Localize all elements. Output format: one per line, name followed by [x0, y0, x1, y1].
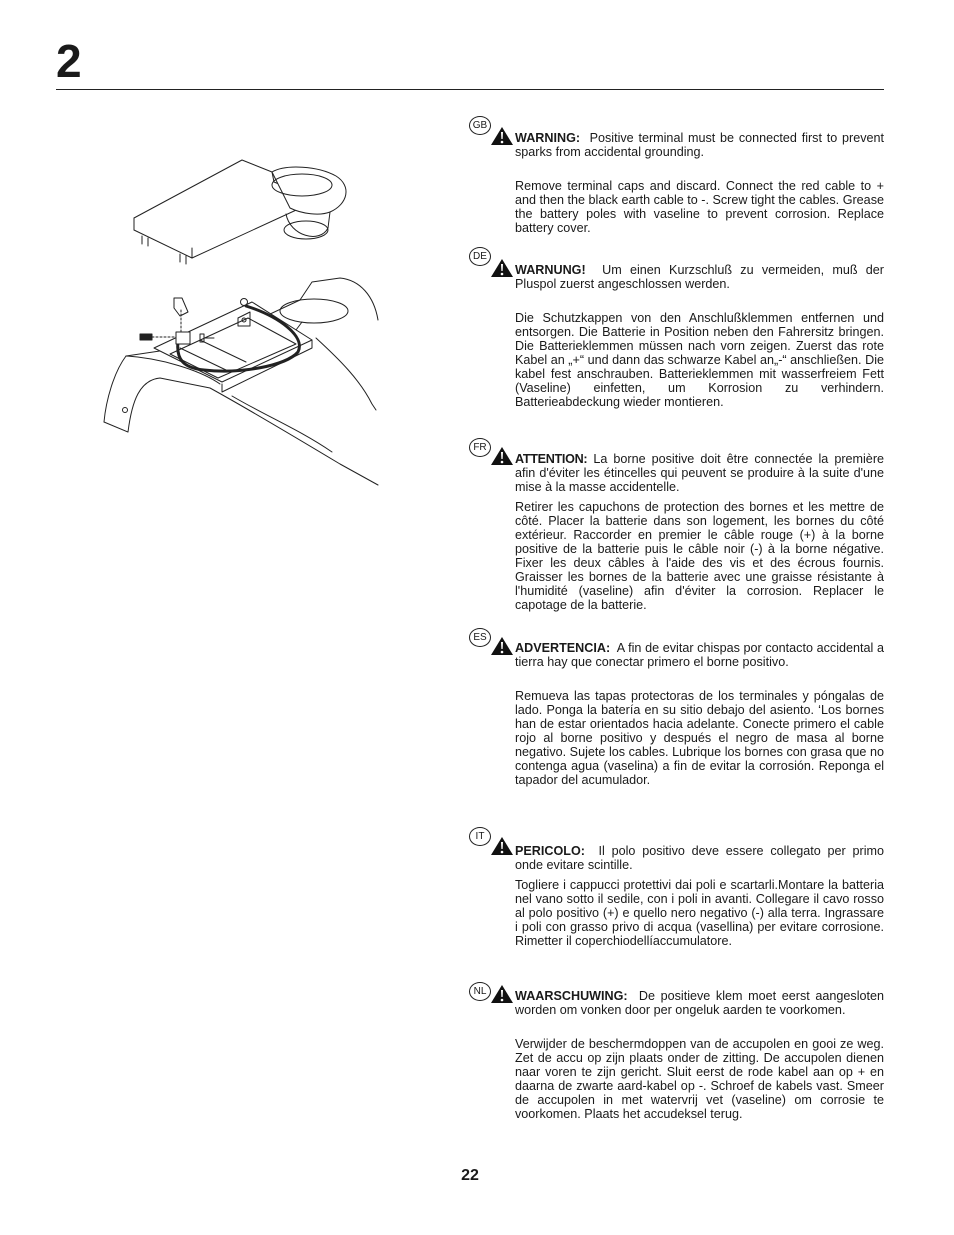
warning-triangle-icon — [490, 984, 514, 1004]
warning-text: Positive terminal must be connected first to prevent sparks from accidental grounding. — [515, 131, 885, 159]
section-text-fr — [515, 452, 884, 612]
page-number: 22 — [461, 1167, 479, 1184]
language-badge-it: IT — [469, 827, 491, 846]
warning-triangle-icon — [490, 636, 514, 656]
warning-text: De positieve klem moet eerst aangesloten worden om vonken door per ongeluk aarden te voorkomen. — [515, 989, 885, 1017]
section-text-it — [515, 844, 884, 948]
language-badge-fr: FR — [469, 438, 491, 457]
warning-text: Um einen Kurzschluß zu vermeiden, muß der Pluspol zuerst angeschlossen werden. — [515, 263, 885, 291]
warning-label: WARNUNG! — [515, 263, 586, 277]
warning-text: Il polo positivo deve essere collegato per primo onde evitare scintille. — [515, 844, 885, 872]
language-badge-es: ES — [469, 628, 491, 647]
warning-paragraph — [515, 263, 884, 291]
instructions-paragraph: Remueva las tapas protectoras de los terminales y póngalas de lado. Ponga la batería en su sitio debajo del asiento. ‘Los bornes han de estar orientados hacia adelante. Conecte primero el cable rojo al borne positivo y después el negro de masa al borne negativo. Sujete los cables. Lubrique los bornes con grasa que no contenga agua (vaselina) a fin de evitar la corrosión. Reponga el tapador del acumulador. — [515, 689, 884, 787]
instructions-paragraph: Retirer les capuchons de protection des bornes et les mettre de côté. Placer la batterie dans son logement, les bornes du côté extérieur. Raccorder en premier le câble rouge (+) à la borne positive de la batterie puis le câble noir (-) à la borne négative. Fixer les deux câbles à l'aide des vis et des écrous fournis. Graisser les bornes de la batterie avec une graisse résistante à l'humidité (vaseline) afin d'éviter la corrosion. Replacer le capotage de la batterie. — [515, 500, 884, 612]
section-text-nl — [515, 989, 884, 1121]
battery-installation-illustration — [100, 150, 385, 490]
section-text-de — [515, 263, 884, 409]
warning-triangle-icon — [490, 446, 514, 466]
warning-triangle-icon — [490, 258, 514, 278]
battery-cover-drawing — [134, 160, 346, 264]
warning-paragraph — [515, 452, 884, 494]
instructions-paragraph: Verwijder de beschermdoppen van de accupolen en gooi ze weg. Zet de accu op zijn plaats onder de zitting. De accupolen dienen naar voren te zijn gericht. Sluit eerst de rode kabel aan op + en daarna de zwarte aard-kabel op -. Schroef de kabels vast. Smeer de accupolen in met watervrij vet (vaseline) om corrosie te voorkomen. Plaats het accudeksel terug. — [515, 1037, 884, 1121]
instructions-paragraph: Die Schutzkappen von den Anschlußklemmen entfernen und entsorgen. Die Batterie in Position neben den Fahrersitz bringen. Die Batterieklemmen müssen nach vorn zeigen. Zuerst das rote Kabel an „+“ und dann das schwarze Kabel an„-“ anschließen. Die kabel fest anschrauben. Batterieklemmen mit wasserfreiem Fett (Vaseline) einfetten, um Korrosion zu verhindern. Batterieabdeckung wieder montieren. — [515, 311, 884, 409]
warning-text: La borne positive doit être connectée la première afin d'éviter les étincelles qui peuvent se produire à la suite d'une mise à la masse accidentelle. — [515, 452, 885, 494]
warning-paragraph — [515, 989, 884, 1017]
warning-label: WARNING: — [515, 131, 581, 145]
warning-triangle-icon — [490, 836, 514, 856]
section-text-es — [515, 641, 884, 787]
warning-triangle-icon — [490, 126, 514, 146]
instructions-paragraph: Togliere i cappucci protettivi dai poli e scartarli.Montare la batteria nel vano sotto il sedile, con i poli in avanti. Collegare il cavo rosso al polo positivo (+) e quello nero negativo (-) alla terra. Ingrassare i poli con grasso privo di acqua (vasellina) per evitare corrosione. Rimetter il coperchiodellíaccumulatore. — [515, 878, 884, 948]
language-badge-de: DE — [469, 247, 491, 266]
warning-label: ADVERTENCIA: — [515, 641, 611, 655]
warning-label: WAARSCHUWING: — [515, 989, 628, 1003]
warning-label: PERICOLO: — [515, 844, 585, 858]
warning-paragraph — [515, 844, 884, 872]
section-text-gb — [515, 131, 884, 235]
instructions-paragraph: Remove terminal caps and discard. Connect the red cable to + and then the black earth cable to -. Screw tight the cables. Grease the battery poles with vaseline to prevent corrosion. Replace battery cover. — [515, 179, 884, 235]
warning-paragraph — [515, 131, 884, 159]
header-rule — [56, 89, 884, 90]
warning-paragraph — [515, 641, 884, 669]
chapter-number: 2 — [56, 35, 82, 87]
language-badge-gb: GB — [469, 116, 491, 135]
language-badge-nl: NL — [469, 982, 491, 1001]
warning-label: ATTENTION: — [515, 452, 588, 466]
warning-text: A fin de evitar chispas por contacto accidental a tierra hay que conectar primero el borne positivo. — [515, 641, 884, 669]
